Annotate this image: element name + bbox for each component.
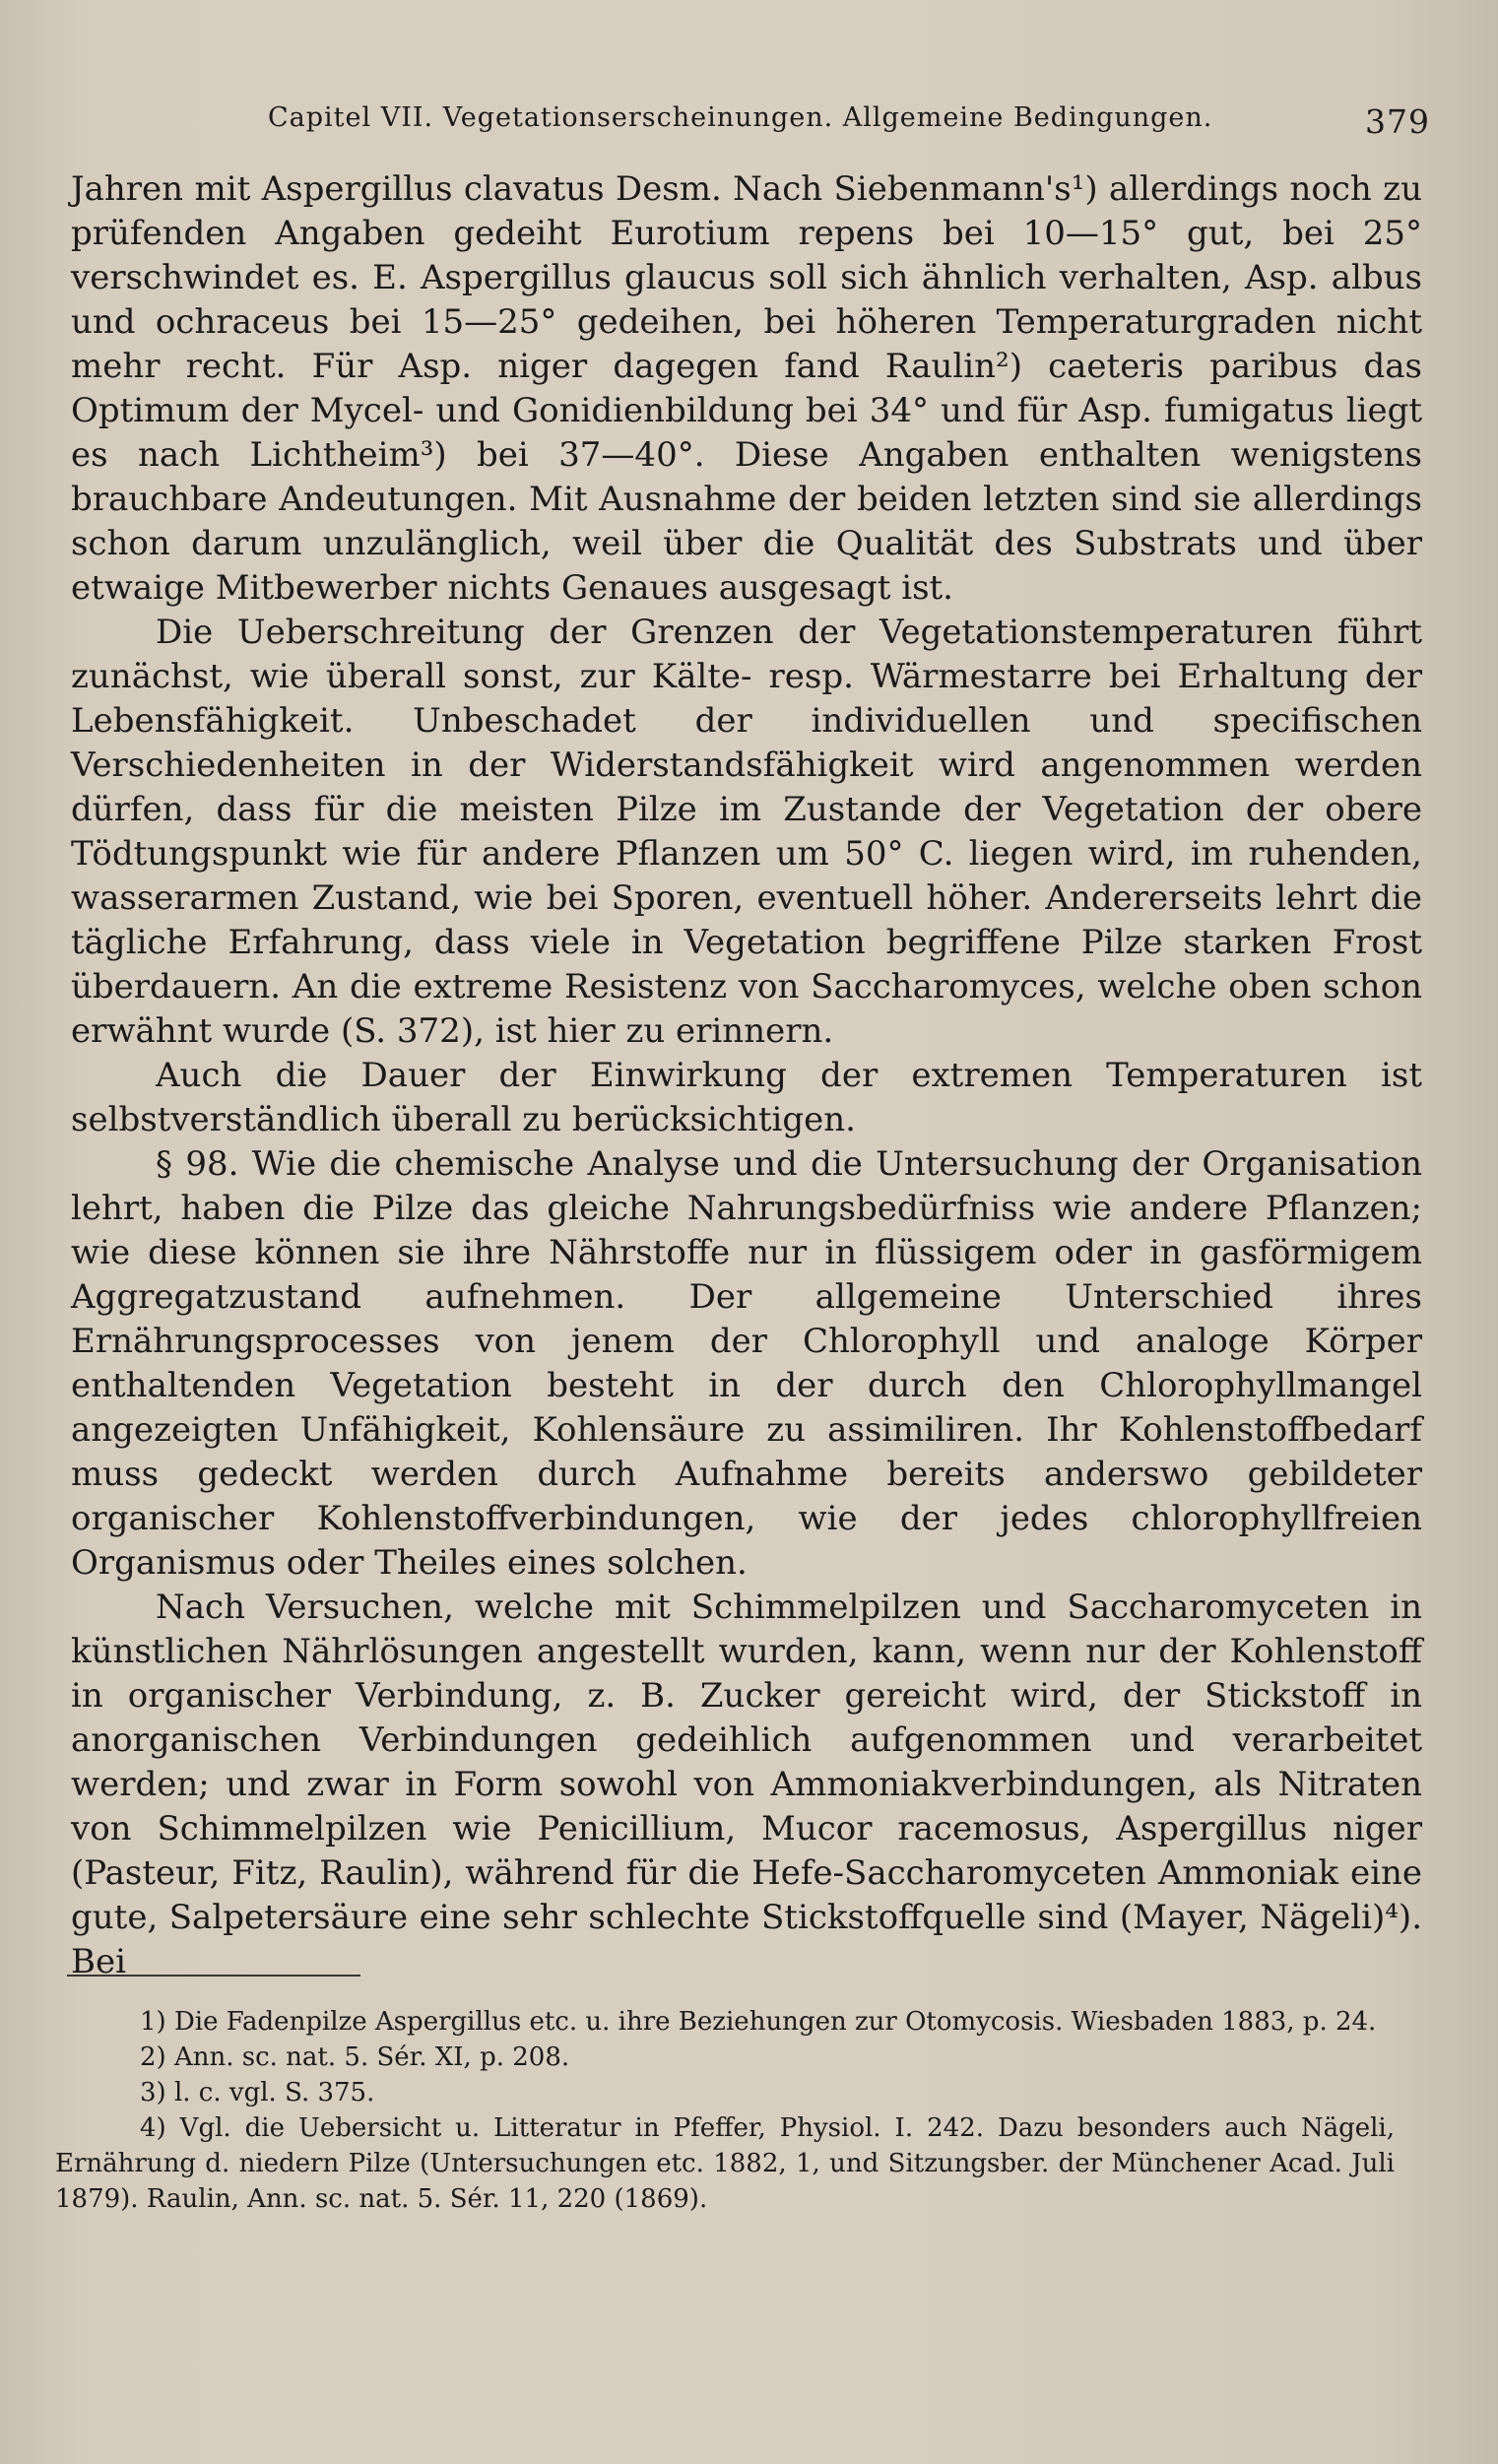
footnote: 4) Vgl. die Uebersicht u. Litteratur in Pfeffer, Physiol. I. 242. Dazu besonders auch Nägeli, Ernährung d. niedern Pilze (Untersuchungen etc. 1882, 1, und Sitzungsber. der Münchener Acad. Juli 1879). Raulin, Ann. sc. nat. 5. Sér. 11, 220 (1869). [55, 2113, 1395, 2214]
page-number: 379 [1365, 102, 1430, 141]
paragraph: Die Ueberschreitung der Grenzen der Vegetationstemperaturen führt zunächst, wie überall sonst, zur Kälte- resp. Wärmestarre bei Erhaltung der Lebensfähigkeit. Unbeschadet der individuellen und specifischen Verschiedenheiten in der Widerstandsfähigkeit wird angenommen werden dürfen, dass für die meisten Pilze im Zustande der Vegetation der obere Tödtungspunkt wie für andere Pflanzen um 50° C. liegen wird, im ruhenden, wasserarmen Zustand, wie bei Sporen, eventuell höher. Andererseits lehrt die tägliche Erfahrung, dass viele in Vegetation begriffene Pilze starken Frost überdauern. An die extreme Resistenz von Saccharomyces, welche oben schon erwähnt wurde (S. 372), ist hier zu erinnern. [71, 613, 1422, 1051]
body-text [71, 167, 1422, 1984]
page-header [268, 91, 1430, 150]
section-paragraph: § 98. Wie die chemische Analyse und die Untersuchung der Organisation lehrt, haben die Pilze das gleiche Nahrungsbedürfniss wie andere Pflanzen; wie diese können sie ihre Nährstoffe nur in flüssigem oder in gasförmigem Aggregatzustand aufnehmen. Der allgemeine Unterschied ihres Ernährungsprocesses von jenem der Chlorophyll und analoge Körper enthaltenden Vegetation besteht in der durch den Chlorophyllmangel angezeigten Unfähigkeit, Kohlensäure zu assimiliren. Ihr Kohlenstoffbedarf muss gedeckt werden durch Aufnahme bereits anderswo gebildeter organischer Kohlenstoffverbindungen, wie der jedes chlorophyllfreien Organismus oder Theiles eines solchen. [71, 1144, 1422, 1583]
footnote: 2) Ann. sc. nat. 5. Sér. XI, p. 208. [140, 2043, 570, 2072]
paragraph: Auch die Dauer der Einwirkung der extremen Temperaturen ist selbstverständlich überall zu berücksichtigen. [71, 1056, 1422, 1139]
paragraph: Nach Versuchen, welche mit Schimmelpilzen und Saccharomyceten in künstlichen Nährlösungen angestellt wurden, kann, wenn nur der Kohlenstoff in organischer Verbindung, z. B. Zucker gereicht wird, der Stickstoff in anorganischen Verbindungen gedeihlich aufgenommen und verarbeitet werden; und zwar in Form sowohl von Ammoniakverbindungen, als Nitraten von Schimmelpilzen wie Penicillium, Mucor racemosus, Aspergillus niger (Pasteur, Fitz, Raulin), während für die Hefe-Saccharomyceten Ammoniak eine gute, Salpetersäure eine sehr schlechte Stickstoffquelle sind (Mayer, Nägeli)⁴). Bei [71, 1588, 1422, 1981]
footnote: 1) Die Fadenpilze Aspergillus etc. u. ihre Beziehungen zur Otomycosis. Wiesbaden 1883, p. 24. [140, 2007, 1377, 2037]
footnote-divider [67, 1975, 360, 1977]
footnote: 3) l. c. vgl. S. 375. [140, 2078, 375, 2107]
footnotes [55, 2004, 1395, 2217]
running-title: Capitel VII. Vegetationserscheinungen. Allgemeine Bedingungen. [268, 102, 1213, 133]
paragraph: Jahren mit Aspergillus clavatus Desm. Nach Siebenmann's¹) allerdings noch zu prüfenden Angaben gedeiht Eurotium repens bei 10—15° gut, bei 25° verschwindet es. E. Aspergillus glaucus soll sich ähnlich verhalten, Asp. albus und ochraceus bei 15—25° gedeihen, bei höheren Temperaturgraden nicht mehr recht. Für Asp. niger dagegen fand Raulin²) caeteris paribus das Optimum der Mycel- und Gonidienbildung bei 34° und für Asp. fumigatus liegt es nach Lichtheim³) bei 37—40°. Diese Angaben enthalten wenigstens brauchbare Andeutungen. Mit Ausnahme der beiden letzten sind sie allerdings schon darum unzulänglich, weil über die Qualität des Substrats und über etwaige Mitbewerber nichts Genaues ausgesagt ist. [71, 169, 1422, 608]
